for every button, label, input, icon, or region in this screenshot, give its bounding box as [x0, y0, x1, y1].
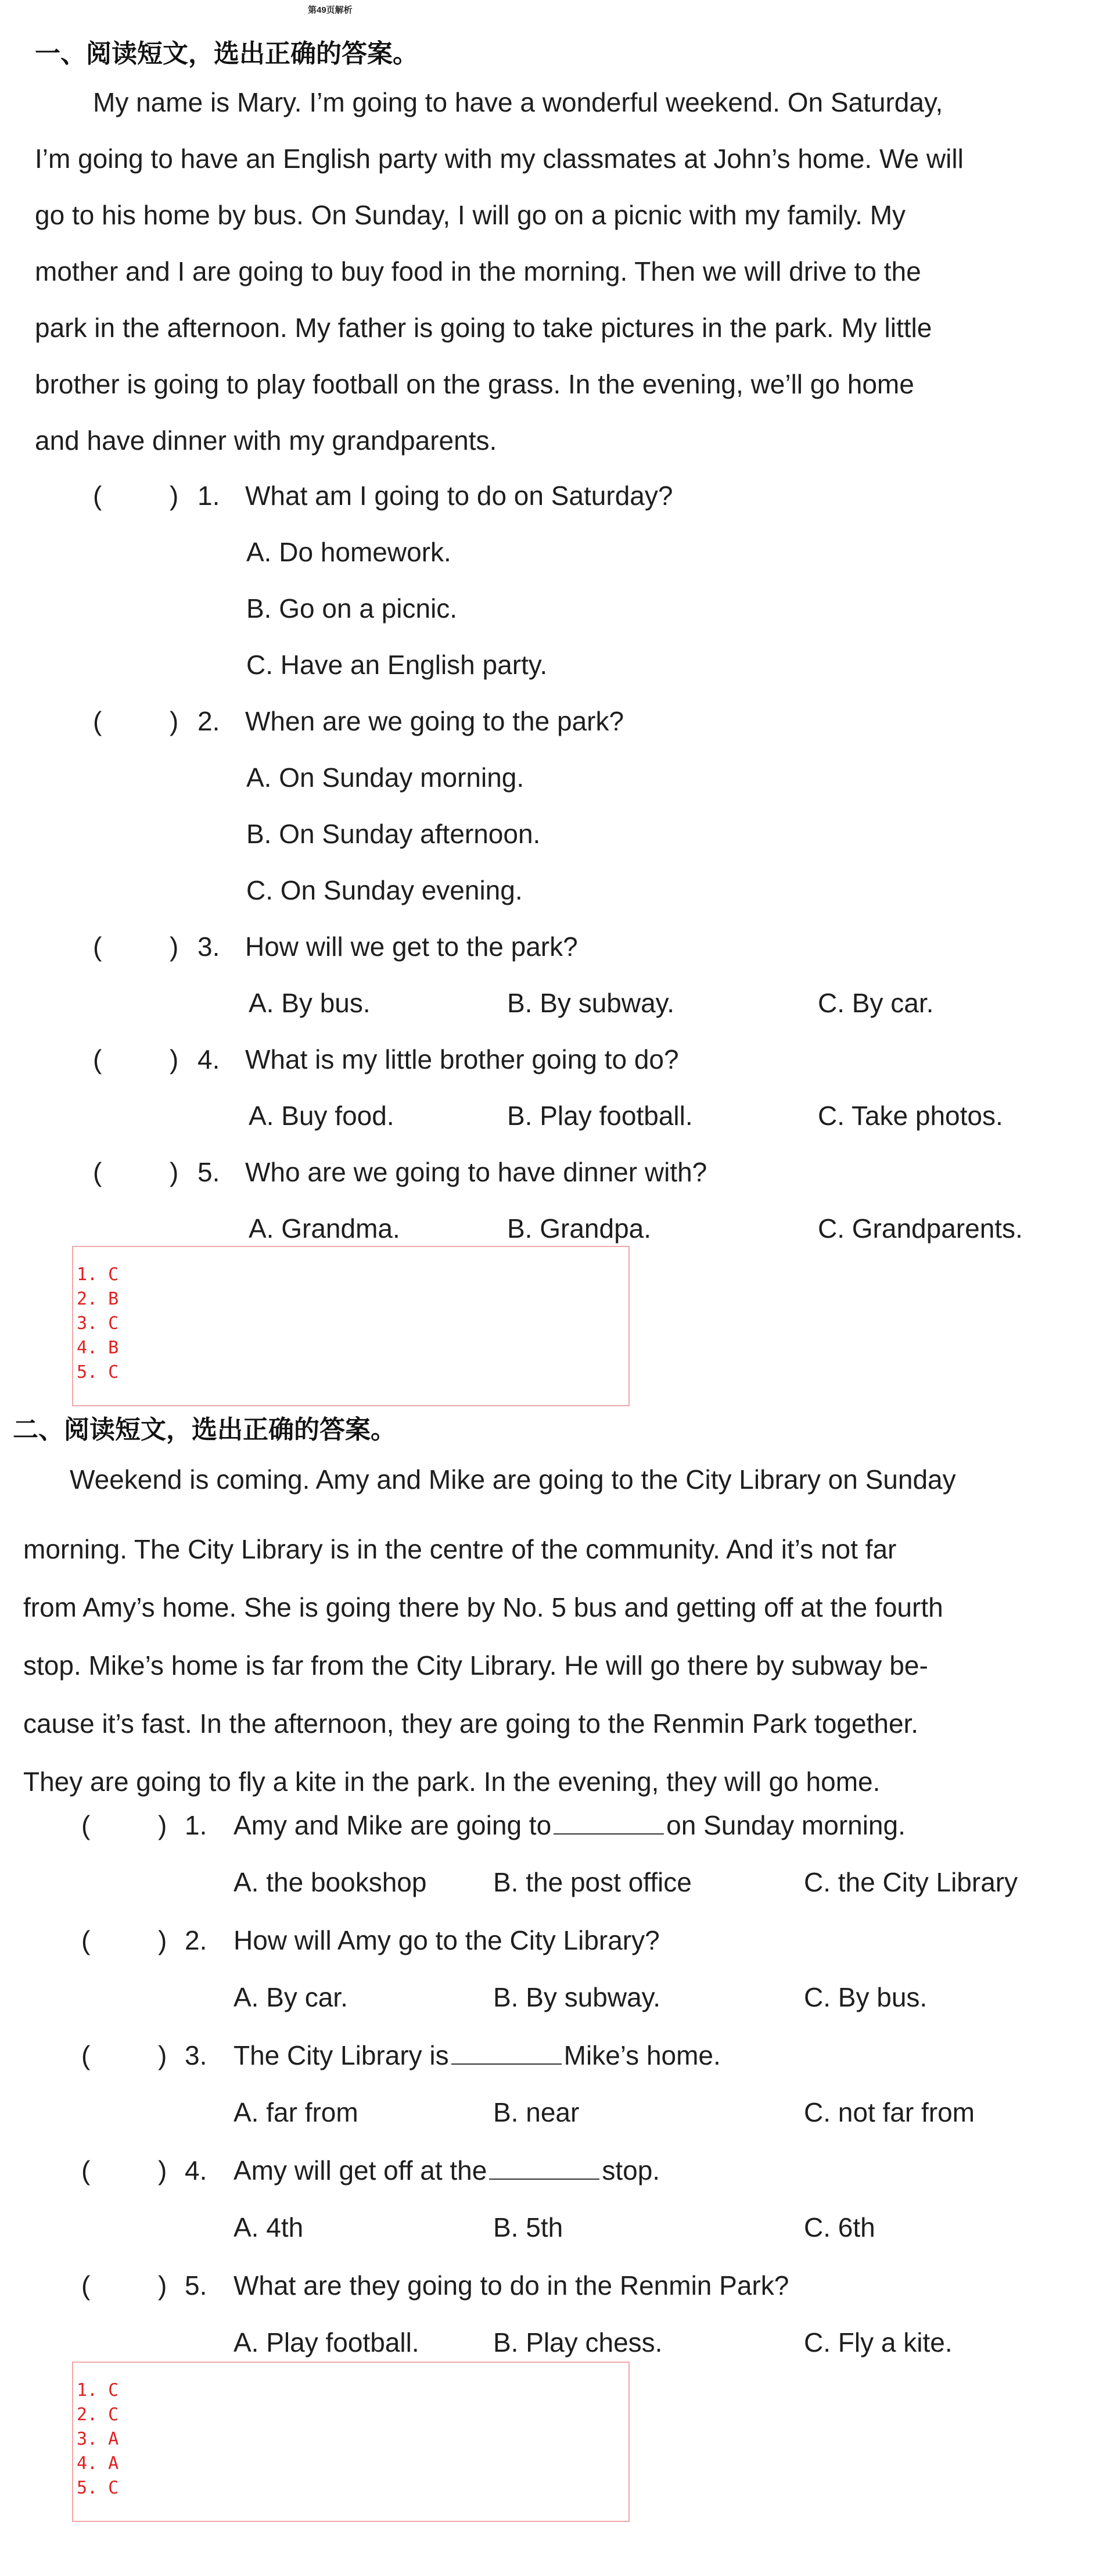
answer-paren-open: (: [81, 2155, 91, 2186]
option-a: A. Buy food.: [249, 1101, 394, 1131]
option-c: C. 6th: [804, 2212, 875, 2242]
answer-line: 3. A: [77, 2429, 119, 2449]
answer-line: 4. A: [77, 2453, 119, 2474]
answer-paren-close: ): [170, 1157, 179, 1187]
option-c: C. Fly a kite.: [804, 2327, 953, 2358]
answer-paren-close: ): [158, 2270, 167, 2301]
answer-paren-close: ): [170, 706, 179, 736]
option-c: C. Grandparents.: [818, 1213, 1023, 1244]
answer-key-box: [72, 1246, 630, 1406]
passage-line: mother and I are going to buy food in the morning. Then we will drive to the: [35, 256, 921, 286]
passage-line: brother is going to play football on the grass. In the evening, we’ll go home: [35, 369, 914, 399]
answer-paren-open: (: [81, 1810, 91, 1840]
answer-paren-close: ): [158, 1810, 167, 1840]
option-a: A. the bookshop: [234, 1867, 427, 1897]
question-number: 4.: [197, 1044, 220, 1074]
passage-line: morning. The City Library is in the centre of the community. And it’s not far: [23, 1534, 897, 1564]
question-number: 5.: [185, 2270, 207, 2301]
option-a: A. Play football.: [234, 2327, 419, 2358]
question-text: What am I going to do on Saturday?: [245, 481, 673, 511]
option-b: B. By subway.: [493, 1982, 661, 2012]
question-number: 3.: [197, 931, 220, 962]
answer-paren-close: ): [170, 1044, 179, 1074]
option-a: A. far from: [234, 2097, 358, 2127]
section2-title: 二、阅读短文，选出正确的答案。: [13, 1415, 396, 1445]
answer-paren-close: ): [158, 2155, 167, 2186]
passage-line: and have dinner with my grandparents.: [35, 425, 497, 456]
passage-line: park in the afternoon. My father is going to take pictures in the park. My little: [35, 313, 932, 343]
answer-paren-open: (: [93, 1044, 102, 1074]
option-c: C. the City Library: [804, 1867, 1018, 1897]
option-a: A. Do homework.: [246, 537, 451, 567]
answer-paren-close: ): [170, 481, 179, 511]
page-header: 第49页解析: [308, 5, 353, 15]
question-number: 3.: [185, 2040, 207, 2070]
blank-line: [451, 2041, 562, 2065]
passage-line: stop. Mike’s home is far from the City Library. He will go there by subway be-: [23, 1650, 928, 1681]
answer-paren-open: (: [93, 481, 102, 511]
question-text: How will we get to the park?: [245, 931, 578, 962]
option-b: B. 5th: [493, 2212, 563, 2242]
answer-line: 3. C: [77, 1313, 119, 1334]
question-text: When are we going to the park?: [245, 706, 624, 736]
answer-line: 1. C: [77, 2380, 119, 2401]
option-b: B. On Sunday afternoon.: [246, 819, 541, 849]
option-a: A. By bus.: [249, 988, 371, 1018]
answer-line: 5. C: [77, 2478, 119, 2498]
answer-key-box: [72, 2362, 630, 2522]
option-b: B. Grandpa.: [507, 1213, 652, 1244]
option-c: C. On Sunday evening.: [246, 875, 523, 905]
answer-paren-open: (: [81, 2040, 91, 2070]
passage-line: from Amy’s home. She is going there by No. 5 bus and getting off at the fourth: [23, 1592, 943, 1622]
option-b: B. By subway.: [507, 988, 675, 1018]
answer-paren-close: ): [158, 2040, 167, 2070]
question-number: 5.: [197, 1157, 220, 1187]
question-number: 2.: [185, 1925, 207, 1955]
answer-line: 5. C: [77, 1362, 119, 1382]
option-a: A. Grandma.: [249, 1213, 400, 1244]
answer-line: 2. C: [77, 2405, 119, 2425]
passage-line: My name is Mary. I’m going to have a wonderful weekend. On Saturday,: [93, 87, 943, 117]
option-b: B. Play chess.: [493, 2327, 663, 2358]
option-a: A. By car.: [234, 1982, 348, 2012]
answer-line: 4. B: [77, 1338, 119, 1358]
option-c: C. Take photos.: [818, 1101, 1003, 1131]
passage-line: go to his home by bus. On Sunday, I will go on a picnic with my family. My: [35, 200, 906, 230]
answer-paren-open: (: [81, 2270, 91, 2301]
option-c: C. Have an English party.: [246, 650, 548, 680]
option-c: C. By car.: [818, 988, 934, 1018]
answer-paren-open: (: [81, 1925, 91, 1955]
answer-line: 1. C: [77, 1264, 119, 1285]
question-number: 2.: [197, 706, 220, 736]
option-b: B. the post office: [493, 1867, 692, 1897]
blank-line: [489, 2156, 599, 2180]
answer-paren-close: ): [158, 1925, 167, 1955]
question-text: What are they going to do in the Renmin Park?: [234, 2270, 789, 2301]
option-c: C. not far from: [804, 2097, 975, 2127]
question-number: 1.: [185, 1810, 207, 1840]
option-b: B. near: [493, 2097, 580, 2127]
question-number: 1.: [197, 481, 220, 511]
question-text: Who are we going to have dinner with?: [245, 1157, 707, 1187]
answer-paren-open: (: [93, 706, 102, 736]
passage-line: They are going to fly a kite in the park. In the evening, they will go home.: [23, 1767, 881, 1797]
question-text: How will Amy go to the City Library?: [234, 1925, 660, 1955]
answer-paren-open: (: [93, 931, 102, 962]
question-number: 4.: [185, 2155, 207, 2186]
option-b: B. Go on a picnic.: [246, 593, 458, 624]
answer-paren-close: ): [170, 931, 179, 962]
question-text: What is my little brother going to do?: [245, 1044, 679, 1074]
section1-title: 一、阅读短文，选出正确的答案。: [35, 39, 418, 69]
answer-line: 2. B: [77, 1289, 119, 1309]
passage-line: I’m going to have an English party with my classmates at John’s home. We will: [35, 144, 964, 174]
question-text: The City Library is Mike’s home.: [234, 2040, 721, 2070]
option-a: A. 4th: [234, 2212, 304, 2242]
blank-line: [554, 1811, 664, 1835]
option-c: C. By bus.: [804, 1982, 928, 2012]
question-text: Amy will get off at the stop.: [234, 2155, 660, 2186]
option-b: B. Play football.: [507, 1101, 693, 1131]
passage-line: Weekend is coming. Amy and Mike are going to the City Library on Sunday: [70, 1464, 956, 1495]
passage-line: cause it’s fast. In the afternoon, they are going to the Renmin Park together.: [23, 1708, 919, 1739]
answer-paren-open: (: [93, 1157, 102, 1187]
question-text: Amy and Mike are going to on Sunday morning.: [234, 1810, 906, 1840]
option-a: A. On Sunday morning.: [246, 762, 525, 793]
